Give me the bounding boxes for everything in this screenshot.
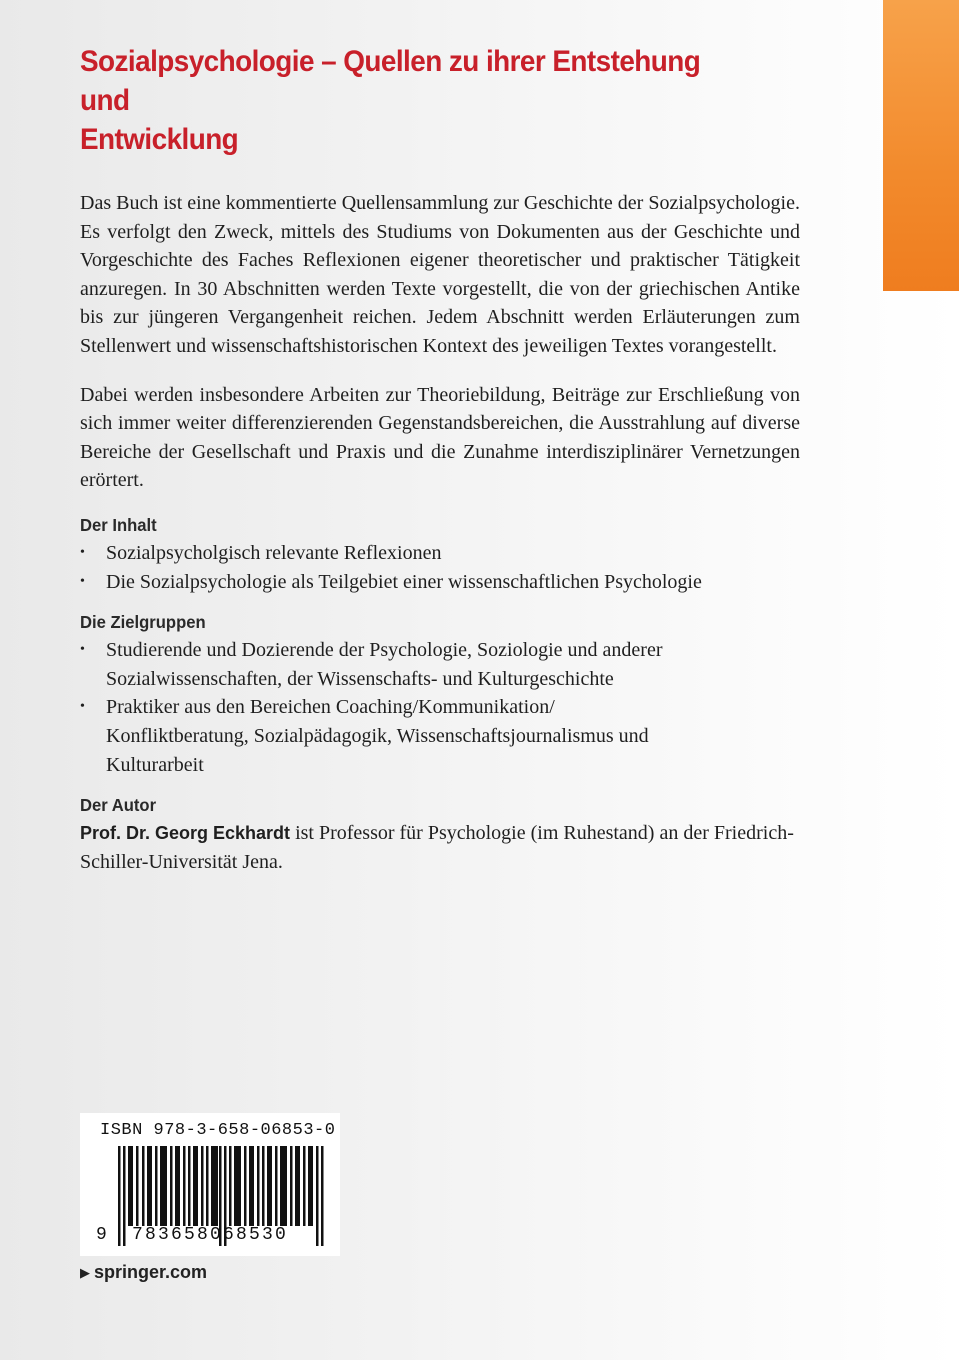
publisher-link-label: springer.com	[94, 1262, 208, 1282]
book-title	[80, 42, 750, 159]
zielgruppen-list	[80, 636, 800, 779]
publisher-link[interactable]	[80, 1262, 207, 1283]
bullet-icon: •	[80, 699, 85, 715]
orange-color-tab	[883, 0, 959, 291]
author-name: Prof. Dr. Georg Eckhardt	[80, 823, 291, 844]
author-description: ist Professor für Psychologie (im Ruhestand) an der Friedrich-Schiller-Universität Jena.	[80, 822, 794, 873]
list-item: • Praktiker aus den Bereichen Coaching/Kommunikation/ Konfliktberatung, Sozialpädagogik, Wissenschaftsjournalismus und Kulturarbeit	[80, 693, 800, 779]
list-item: • Studierende und Dozierende der Psychologie, Soziologie und anderer Sozialwissenschaften, der Wissenschafts- und Kulturgeschichte	[80, 636, 800, 693]
triangle-right-icon: ▶	[80, 1265, 90, 1280]
isbn-barcode	[80, 1113, 340, 1256]
ean-digits: 783658068530	[132, 1225, 289, 1245]
back-cover-text	[80, 42, 800, 876]
author-bio	[80, 819, 800, 876]
inhalt-list	[80, 539, 800, 596]
title-line-1: Sozialpsychologie – Quellen zu ihrer Entstehung und	[80, 45, 701, 117]
title-line-2: Entwicklung	[80, 123, 239, 156]
bullet-icon: •	[80, 573, 85, 589]
isbn-label: ISBN 978-3-658-06853-0	[100, 1121, 336, 1140]
list-item: • Sozialpsycholgisch relevante Reflexionen	[80, 539, 800, 568]
description-paragraph-1: Das Buch ist eine kommentierte Quellensammlung zur Geschichte der Sozialpsychologie. Es verfolgt den Zweck, mittels des Studiums von Dokumenten aus der Geschichte und Vorgeschichte des Faches Reflexionen eigener theoretischer und praktischer Tätigkeit anzuregen. In 30 Abschnitten werden Texte vorgestellt, die von der griechischen Antike bis zur jüngeren Vergangenheit reichen. Jedem Abschnitt werden Erläuterungen zum Stellenwert und wissenschaftshistorischen Kontext des jeweiligen Textes vorangestellt.	[80, 192, 800, 357]
ean-first-digit: 9	[96, 1225, 107, 1245]
bullet-icon: •	[80, 544, 85, 560]
section-heading-inhalt: Der Inhalt	[80, 514, 157, 535]
list-item: • Die Sozialpsychologie als Teilgebiet einer wissenschaftlichen Psychologie	[80, 568, 800, 597]
bullet-icon: •	[80, 642, 85, 658]
description-paragraph-2: Dabei werden insbesondere Arbeiten zur Theoriebildung, Beiträge zur Erschließung von sich immer weiter differenzierenden Gegenstandsbereichen, die Ausstrahlung auf diverse Bereiche der Gesellschaft und Praxis und die Zunahme interdisziplinärer Vernetzungen erörtert.	[80, 383, 800, 492]
section-heading-autor: Der Autor	[80, 795, 157, 816]
section-heading-zielgruppen: Die Zielgruppen	[80, 612, 206, 633]
